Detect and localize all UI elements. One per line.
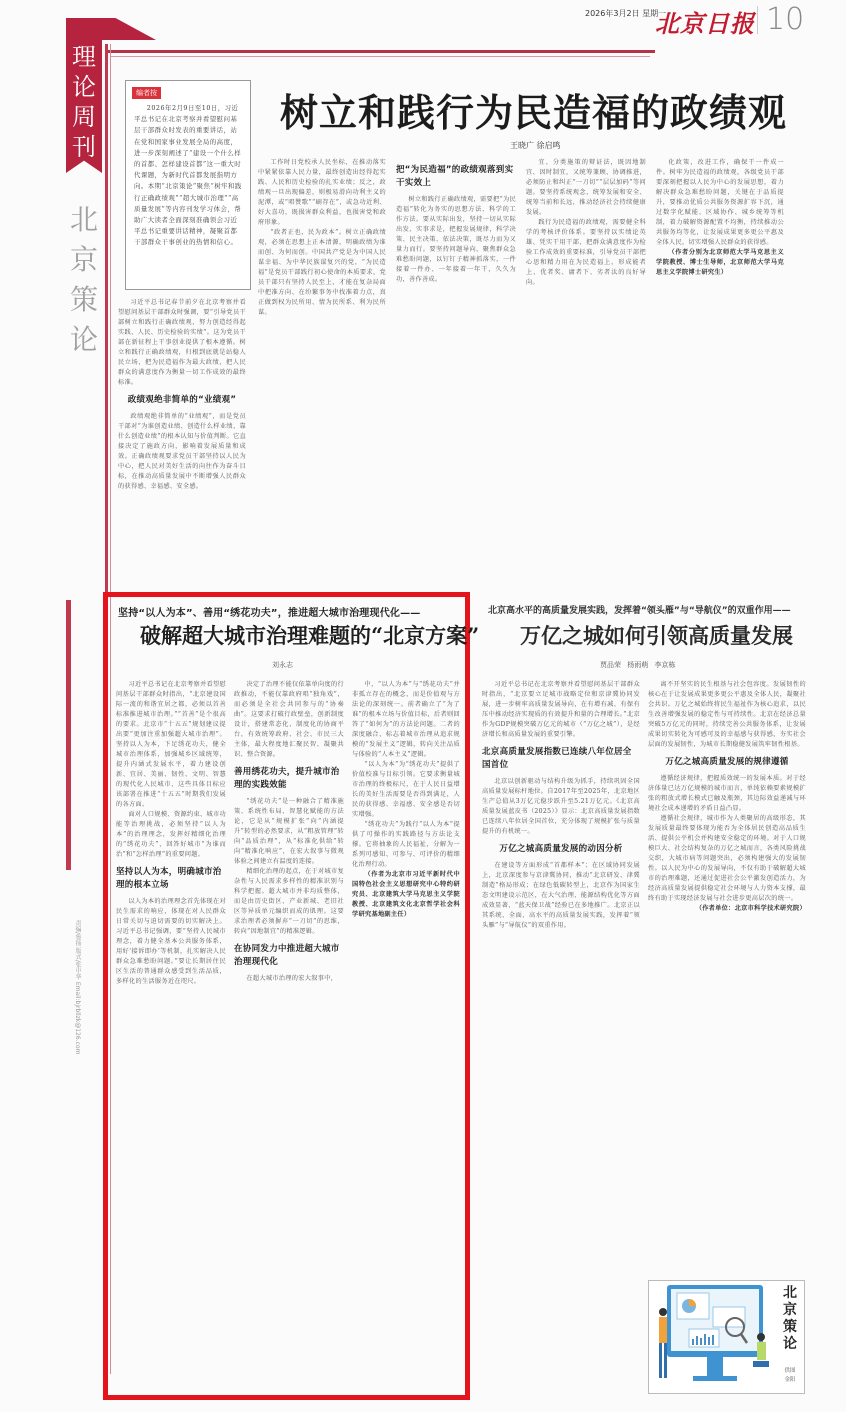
bottom-left-title[interactable]: 破解超大城市治理难题的“北京方案” [140, 623, 480, 648]
illustration-title: 北京策论 [783, 1285, 797, 1352]
side-accent-bar [66, 600, 71, 870]
header-rule-thin [110, 56, 650, 57]
author-note: （作者为北京市习近平新时代中国特色社会主义思想研究中心特约研究员、北京建筑大学马克思主义学院教授、北京建筑文化北京哲学社会科学研究基地副主任） [352, 871, 460, 918]
paragraph: 习近平总书记在北京考察并看望慰问基层干部群众时指出，“北京要立足城市战略定位和京津冀协同发展，进一步树牢高质量发展导向，在有增有减、有保有压中推动经济实现质的有效提升和量的合理增长。”北京作为GDP规模突破万亿元的城市（“万亿之城”），是经济增长和高质量发展的重要引擎。 [482, 681, 640, 738]
subheading: 把“为民造福”的政绩观落到实干实效上 [396, 165, 514, 188]
bottom-right-title[interactable]: 万亿之城如何引领高质量发展 [520, 623, 793, 648]
paragraph: 离不开坚实的民生根基与社会包容度。发展韧性的核心在于让发展成果更多更公平惠及全体人民，凝聚社会共识。万亿之城始终将民生福祉作为核心追求，以民生改善增强发展的稳定性与可持续性。北京在经济总量突破5万亿元的同时，持续完善公共服务体系，让发展成果切实转化为可感可及的幸福感与获得感，夯实社会层面的发展韧性，为城市长期稳健发展筑牢韧性根基。 [648, 681, 806, 748]
author-note: （作者分别为北京师范大学马克思主义学院教授、博士生导师，北京师范大学马克思主义学院博士研究生） [656, 249, 784, 276]
bottom-right-authors: 贾品荣 杨雨萌 李京栋 [600, 661, 676, 669]
subheading: 北京高质量发展指数已连续八年位居全国首位 [482, 747, 632, 770]
paragraph: 树立和践行正确政绩观，需要把“为民造福”转化为务实的思想方法、科学的工作方法。要从实际出发，坚持一切从实际出发、实事求是，把握发展规律，科学决策、民主决策、依法决策，既尽力而为又量力而行。要坚持问题导向，聚焦群众急难愁盼问题，以钉钉子精神抓落实，一件接着一件办、一年接着一年干，久久为功，善作善成。 [396, 196, 516, 283]
subheading: 万亿之城高质量发展的动因分析 [499, 844, 623, 854]
paragraph: 中，“以人为本”与“绣花功夫”并非孤立存在的概念，而是价值观与方法论的深刻统一。前者确立了“为了谁”的根本立场与价值目标，后者则回答了“如何为”的方法论问题。二者的深度融合，标志着城市治理从追求规模的“发展主义”逻辑，转向关注品质与体验的“人本主义”逻辑。 [352, 681, 460, 758]
top-article-col3 [396, 158, 516, 588]
paragraph: 遵循经济规律，把握质效统一的发展本质。对于经济体量已达万亿规模的城市而言，单纯依赖要素规模扩张的粗放式增长模式已触及瓶颈，其边际效益递减与环境社会成本递增的矛盾日益凸显。 [648, 775, 806, 812]
bottom-left-col3 [352, 680, 460, 1388]
top-article-authors: 王晓广 徐启鸣 [510, 141, 561, 150]
author-note: （作者单位：北京市科学技术研究院） [695, 905, 806, 912]
paragraph: “绣花功夫”为践行“以人为本”提供了可操作的实践路径与方法论支撑。它将抽象的人民福祉，分解为一系列可感知、可参与、可评价的精细化治理行动。 [352, 821, 460, 868]
bottom-right-col1 [482, 680, 640, 1400]
subheading: 政绩观绝非简单的“业绩观” [127, 395, 237, 405]
illustration-credit: 供图 金阳 [784, 1368, 796, 1383]
paragraph: 化政策，改进工作，确保干一件成一件。树牢为民造福的政绩观，各级党员干部要深刻把握以人民为中心的发展思想，着力解决群众急难愁盼问题，关键在于品质提升，要推动优质公共服务资源扩容下沉，通过数字化赋能、区域协作、城乡统筹等机制，着力破解资源配置不均衡，持续推动公共服务均等化，让发展成果更多更公平惠及全体人民，切实增强人民群众的获得感。 [656, 159, 784, 246]
bottom-left-kicker: 坚持“以人为本”、善用“绣花功夫”，推进超大城市治理现代化—— [118, 608, 421, 619]
bottom-right-kicker: 北京高水平的高质量发展实践，发挥着“领头雁”与“导航仪”的双重作用—— [488, 606, 791, 616]
column-title: 北京策论 [69, 203, 98, 356]
top-article-col4 [526, 158, 646, 588]
top-article-col5 [656, 158, 784, 588]
paragraph: 在建设等方面形成“首都样本”；在区域协同发展上，北京深度参与京津冀协同，推动“北京研发、津冀制造”格局形成；在绿色低碳转型上，北京作为国家生态文明建设示范区，在大气治理、能源结构优化等方面成效显著，“蓝天保卫战”经验已在多地推广。北京正以其系统、全面、高水平的高质量发展实践，发挥着“领头雁”与“导航仪”的双重作用。 [482, 862, 640, 929]
bottom-right-col2 [648, 680, 806, 1272]
subheading: 善用绣花功夫，提升城市治理的实践效能 [234, 767, 340, 790]
paragraph: 在超大城市治理的宏大叙事中， [246, 975, 338, 982]
paragraph: “绣花功夫”是一种融合了精准施策、系统性布局、智慧化赋能的方法论，它是从“规模扩张”向“内涵提升”转型的必然要求，从“粗放管理”转向“品质治理”，从“标准化供给”转向“精准化响应”，在宏大叙事与微观体验之间建立有温度的连接。 [234, 798, 344, 865]
paragraph: 政绩观绝非简单的“业绩观”，而是党员干部对“为谁创造业绩、创造什么样业绩、靠什么创造业绩”的根本认知与价值判断。它直接决定了施政方向，影响着发展质量和成效。正确政绩观要求党员干部坚持以人民为中心，把人民对美好生活的向往作为奋斗目标，在推动高质量发展中不断增强人民群众的获得感、幸福感、安全感。 [118, 413, 246, 490]
bottom-left-col2 [234, 680, 344, 1388]
paragraph: 面对人口规模、资源约束、城市功能等治理挑战，必须坚持“以人为本”的治理理念，发挥好精细化治理的“绣花功夫”，回答好城市“为谁而治”和“怎样治理”的重要问题。 [116, 811, 226, 858]
top-article-col2 [258, 158, 386, 588]
illustration [648, 1280, 805, 1394]
paragraph: 精细化治理的起点，在于对城市复杂性与人民需求多样性的精准识别与科学把握。超大城市并非均质整体，而是由历史街区、产业新城、老旧社区等异质单元编织而成的肌理。这要求治理者必须摒弃“一刀切”的思维，转向“因地制宜”的精准逻辑。 [234, 868, 344, 935]
subheading: 在协同发力中推进超大城市治理现代化 [234, 944, 340, 967]
page-number: 10 [766, 2, 805, 37]
paragraph: 遵循社会规律，城市作为人类聚居的高级形态，其发展质量最终要体现为能否为全体居民创造高品质生活、提供公平机会并构建安全稳定的环境。对于人口规模巨大、社会结构复杂的万亿之城而言，各类风险挑战交织，大城市病等问题突出，必须构建强大的发展韧性。以人民为中心的发展导向，不仅有助于破解超大城市的治理难题，还通过促进社会公平激发创造活力，为经济高质量发展提供稳定社会环境与人力资本支撑，最终有助于实现经济发展与社会进步更高层次的统一。 [648, 815, 806, 902]
subheading: 万亿之城高质量发展的规律遵循 [665, 757, 789, 767]
paragraph: 习近平总书记春节前夕在北京考察并看望慰问基层干部群众时强调，要“引导党员干部树立和践行正确政绩观，努力创造经得起实践、人民、历史检验的实绩”。这为党员干部在新征程上干事创业提供了根本遵循。树立和践行正确政绩观，归根到底就是站稳人民立场，把为民造福作为最大政绩，把人民群众的满意度作为衡量一切工作成效的最终标准。 [118, 299, 246, 386]
bottom-left-col1 [116, 680, 226, 1388]
paragraph: 践行为民造福的政绩观，需要健全科学的考核评价体系。要坚持以实绩论英雄、凭实干用干部，把群众满意度作为检验工作成效的重要标准，引导党员干部把心思和精力用在为民造福上，形成能者上、优者奖、庸者下、劣者汰的良好导向。 [526, 219, 646, 286]
newspaper-masthead: 北京日报 [655, 9, 755, 38]
editor-note-box [125, 80, 251, 290]
paragraph: 以人为本的治理理念首先体现在对民生需求的响应，体现在对人民群众日常关切与迫切需要的切实解决上。习近平总书记强调，要“坚持人民城市理念，着力健全基本公共服务体系，用好‘接诉即办’等机制，扎实解决人民群众急难愁盼问题。”要让长期居住民区生活的普通群众感受到生活品质，多样化的生活服务近在咫尺。 [116, 898, 226, 985]
paragraph: “以人为本”为“绣花功夫”提供了价值校准与目标引领。它要求衡量城市治理的终极标尺，在于人民日益增长的美好生活需要是否得到满足，人民的获得感、幸福感、安全感是否切实增强。 [352, 761, 460, 818]
paragraph: 宜、分类施策的辩证法，既因地制宜、因时制宜，又统筹兼顾、协调推进，必须防止和纠正“一刀切”“层层加码”等问题。要坚持系统观念，统筹发展和安全、统筹当前和长远，推动经济社会持续健康发展。 [526, 159, 646, 216]
masthead-divider [757, 6, 758, 34]
issue-date: 2026年3月2日 星期一 [585, 9, 667, 18]
paragraph: 工作时日党校承人民坐标，在推动落实中紧紧依靠人民力量，最终创造出经得起实践、人民和历史检验的扎实业绩；反之，政绩观一旦出现偏差，则极易滑向功利主义的泥潭，或“唱赞歌”“刷存在”，或急功近利、好大喜功，既损害群众利益，也损害党和政府形象。 [258, 159, 386, 226]
top-article-col1 [118, 298, 246, 588]
editor-credit: 责编/鲁扬 版式/张中华 Email:bjrbllzk@126.com [74, 920, 81, 1055]
data-analysis-illustration [649, 1281, 779, 1391]
subheading: 坚持以人为本，明确城市治理的根本立场 [116, 867, 222, 890]
bottom-left-author: 刘永志 [272, 661, 293, 669]
editor-note-text: 2026年2月9日至10日，习近平总书记在北京考察并看望慰问基层干部群众时发表的重要讲话，站在党和国家事业发展全局的高度，进一步深刻阐述了“建设一个什么样的首都、怎样建设首都”这一重大时代课题，为新时代首都发展指明方向。本期“北京策论”聚焦“树牢和践行正确政绩观”“超大城市治理”“高质量发展”等内容刊发学习体会，帮助广大读者全面深刻准确领会习近平总书记重要讲话精神，凝聚首都干部群众干事创业的热情和信心。 [134, 104, 242, 247]
top-article-title[interactable]: 树立和践行为民造福的政绩观 [280, 91, 788, 135]
paragraph: 北京以创新驱动与结构升级为抓手，持续巩固全国高质量发展标杆地位。自2017年至2025年，北京地区生产总值从3万亿元稳步跃升至5.21万亿元。《北京高质量发展蓝皮书（2025）》显示：北京高质量发展指数已连续八年位居全国首位，充分体现了规模扩张与质量提升的有机统一。 [482, 778, 640, 835]
header-rule [105, 50, 655, 53]
editor-note-tag: 编者按 [132, 87, 161, 99]
section-banner-label: 理论周刊 [72, 43, 96, 161]
paragraph: 习近平总书记在北京考察并看望慰问基层干部群众时指出，“北京建设国际一流的和谐宜居之都，必须以首善标准推进城市治理。”“首善”是个很高的要求。北京市“十五五”规划建议提出要“更加注重加强超大城市治理”。坚持以人为本，下足绣花功夫，健全城市治理体系，加强城乡区域统筹，提升内涵式发展水平，着力建设创新、宜居、美丽、韧性、文明、智慧的现代化人民城市，这些具体目标应该部署在推进“十五五”时期我们发展的各方面。 [116, 681, 226, 808]
paragraph: “政者正也，民为政本”。树立正确政绩观，必须在思想上正本清源，明确政绩为谁而创、为何而创。中国共产党是为中国人民谋幸福、为中华民族谋复兴的党，“为民造福”是党员干部践行初心使命的本质要求，党员干部只有坚持人民至上，才能在复杂局面中把准方向、在纷繁事务中找准着力点，真正做到权为民所用、情为民所系、利为民所谋。 [258, 229, 386, 316]
paragraph: 决定了治理不能仅依靠单向度的行政推动，不能仅靠政府唱“独角戏”，而必须是全社会共同参与的“协奏曲”。这要求打破行政壁垒，创新制度设计，搭建常态化、制度化的协商平台，有效统筹政府、社会、市民三大主体，最大程度地汇聚民智、凝聚共识、整合资源。 [234, 681, 344, 758]
